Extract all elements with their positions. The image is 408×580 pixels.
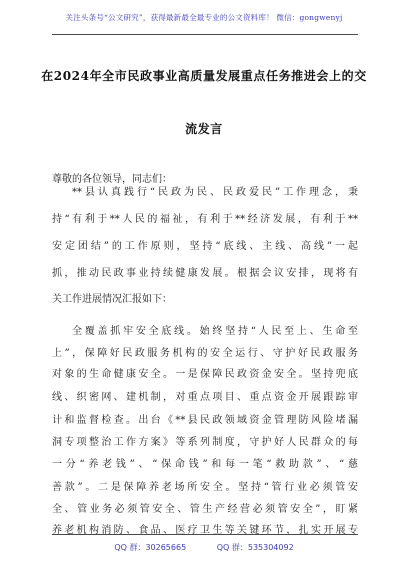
body-line: 全、管业务必须管安全、管生产经营必须管安全”，盯紧 <box>52 504 358 515</box>
body-line: 关工作进展情况汇报如下： <box>52 294 172 305</box>
body-line: 上”，保障好民政服务机构的安全运行、守护好民政服务 <box>52 348 358 359</box>
document-title-line-2: 流发言 <box>185 122 223 136</box>
body-line: 计和监督检查。出台《**县民政领域资金管理防风险堵漏 <box>52 415 358 426</box>
body-line: 洞专项整治工作方案》等系列制度，守护好人民群众的每 <box>52 437 358 448</box>
body-line: **县认真践行“民政为民、民政爱民”工作理念，秉 <box>72 187 358 198</box>
body-line: 善款”。二是保障养老场所安全。坚持“管行业必须管安 <box>52 482 358 493</box>
footer-qq-group-1: QQ 群：30265665 <box>114 543 187 552</box>
body-line: 养老机构消防、食品、医疗卫生等关键环节，扎实开展专 <box>52 525 358 536</box>
body-line: 持“有利于**人民的福祉，有利于**经济发展，有利于** <box>52 214 358 225</box>
header-rule <box>52 34 358 35</box>
header-banner: 关注头条号“公文研究”，获得最新最全最专业的公文资料库！ 微信：gongwenyj <box>65 13 343 22</box>
body-line: 线、织密网、建机制，对重点项目、重点资金开展跟踪审 <box>52 392 358 403</box>
footer-rule <box>52 534 358 535</box>
body-line: 一分“养老钱”、“保命钱”和每一笔“救助款”、“慈 <box>52 459 358 470</box>
body-line: 安定团结”的工作原则，坚持“底线、主线、高线”一起 <box>52 241 358 252</box>
body-line: 全覆盖抓牢安全底线。始终坚持“人民至上、生命至 <box>72 326 358 337</box>
body-line: 抓，推动民政事业持续健康发展。根据会议安排，现将有 <box>52 268 358 279</box>
footer <box>0 542 408 553</box>
document-title-line-1: 在2024年全市民政事业高质量发展重点任务推进会上的交 <box>41 69 367 83</box>
salutation: 尊敬的各位领导，同志们： <box>52 174 172 185</box>
body-line: 对象的生命健康安全。一是保障民政资金安全。坚持兜底 <box>52 369 358 380</box>
footer-qq-group-2: QQ 群：535304092 <box>216 543 294 552</box>
